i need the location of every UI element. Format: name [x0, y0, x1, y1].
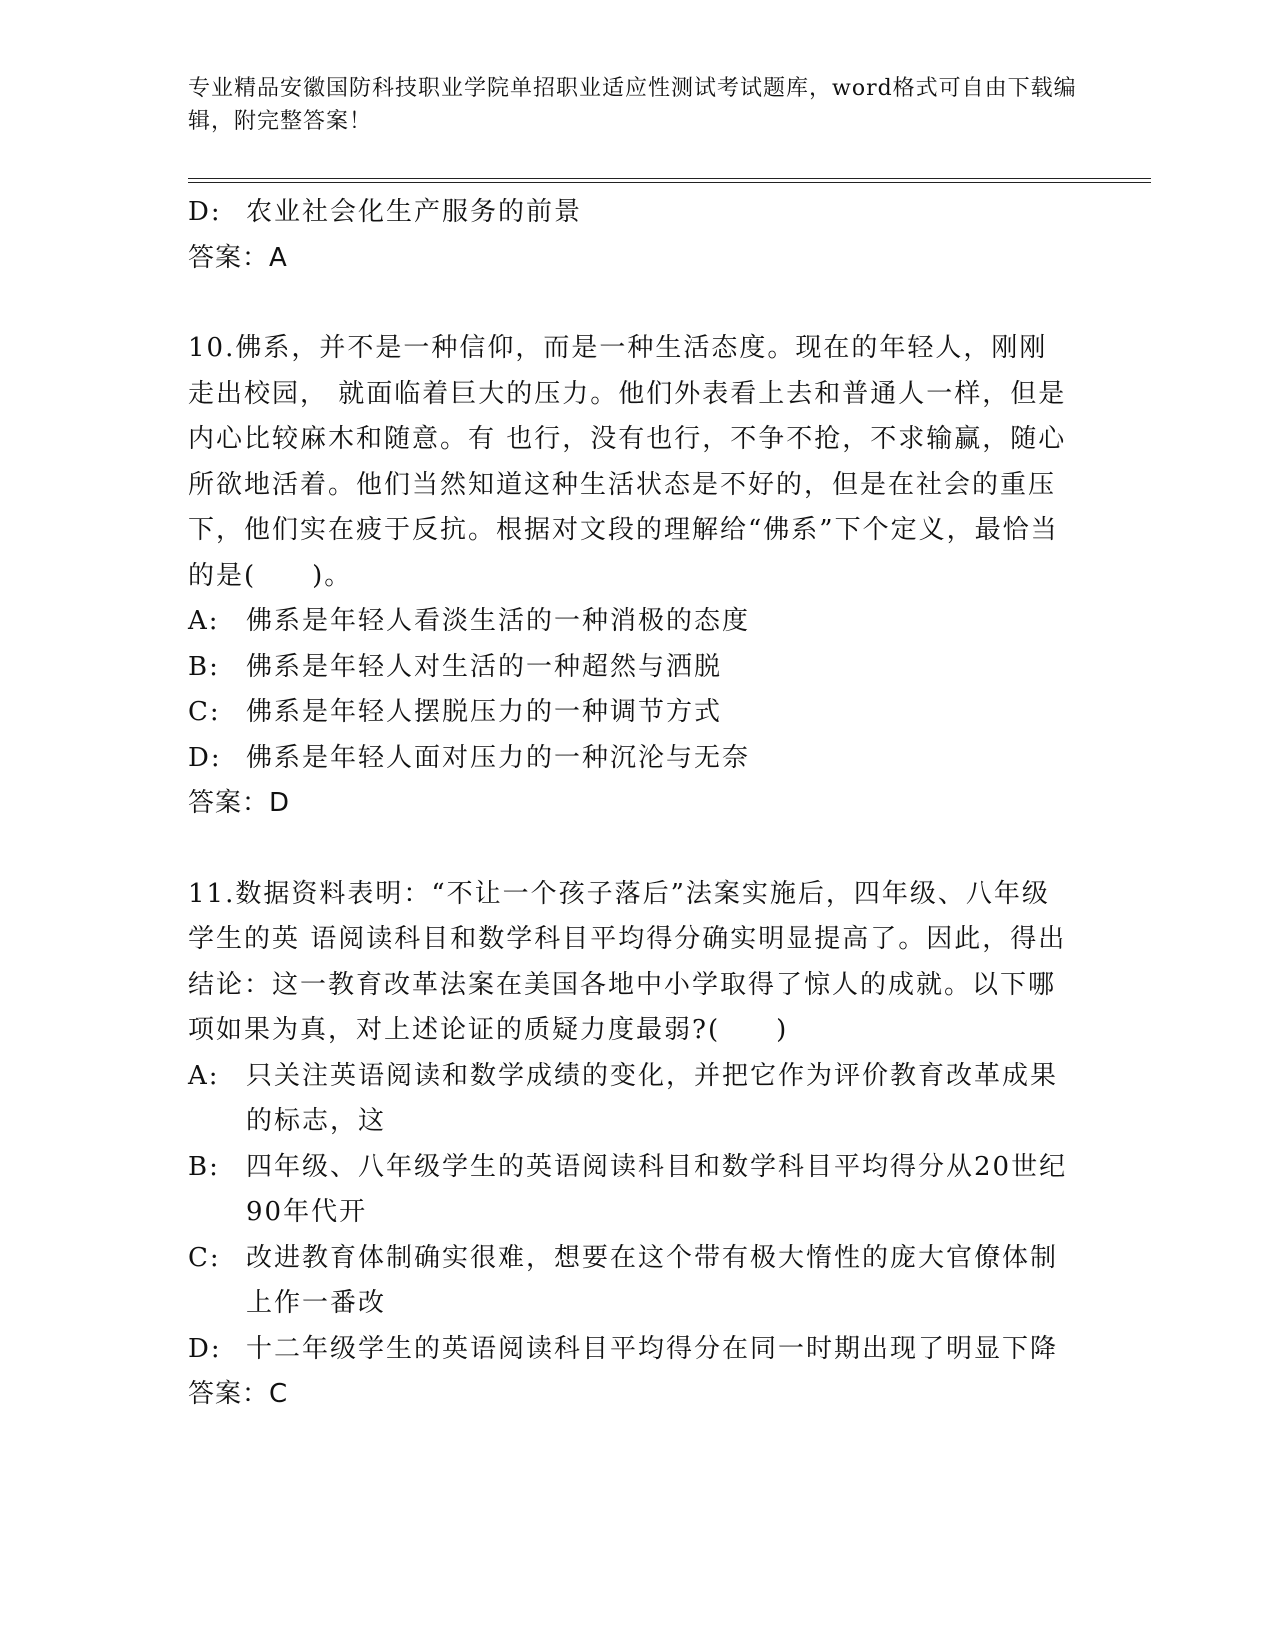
question-10-option-d: [188, 736, 1068, 782]
prev-option-d: [188, 190, 1068, 236]
document-header: [188, 72, 1088, 138]
question-11-option-d: [188, 1327, 1068, 1373]
document-body: [188, 190, 1068, 1418]
option-text: 佛系是年轻人面对压力的一种沉沦与无奈: [246, 742, 751, 773]
spacer: [188, 827, 1068, 872]
option-key: D:: [188, 197, 222, 227]
question-10-answer: 答案：D: [188, 788, 291, 818]
question-11-option-b: [188, 1145, 1068, 1236]
option-text: 只关注英语阅读和数学成绩的变化，并把它作为评价教育改革成果的标志，这: [246, 1060, 1059, 1136]
header-rule-top: [188, 178, 1151, 179]
option-key: C:: [188, 697, 221, 727]
option-text: 佛系是年轻人看淡生活的一种消极的态度: [246, 606, 751, 636]
question-11-option-a: [188, 1054, 1068, 1145]
prev-answer: 答案：A: [188, 242, 288, 273]
question-11-stem: 11.数据资料表明：“不让一个孩子落后”法案实施后，四年级、八年级学生的英 语阅读科目和数学科目平均得分确实明显提高了。因此，得出结论：这一教育改革法案在美国各地中小学取得了惊人的成就。以下哪项如果为真，对上述论证的质疑力度最弱?( ): [188, 878, 1067, 1045]
option-text: 十二年级学生的英语阅读科目平均得分在同一时期出现了明显下降: [246, 1333, 1059, 1364]
question-10-stem: 10.佛系，并不是一种信仰，而是一种生活态度。现在的年轻人，刚刚走出校园， 就面临着巨大的压力。他们外表看上去和普通人一样，但是内心比较麻木和随意。有 也行，没有也行，不争不抢，不求输赢，随心所欲地活着。他们当然知道这种生活状态是不好的，但是在社会的重压下，他们实在疲于反抗。根据对文段的理解给“佛系”下个定义，最恰当的是( )。: [188, 333, 1067, 591]
option-text: 改进教育体制确实很难，想要在这个带有极大惰性的庞大官僚体制上作一番改: [246, 1242, 1059, 1318]
option-key: D:: [188, 1333, 222, 1364]
option-text: 四年级、八年级学生的英语阅读科目和数学科目平均得分从20世纪90年代开: [246, 1151, 1068, 1227]
option-key: A:: [188, 606, 220, 636]
option-text: 佛系是年轻人对生活的一种超然与洒脱: [246, 651, 723, 682]
question-11-answer: 答案：C: [188, 1379, 289, 1409]
option-key: A:: [188, 1060, 220, 1091]
question-10-option-b: [188, 645, 1068, 691]
spacer: [188, 281, 1068, 326]
option-key: D:: [188, 742, 222, 773]
question-10-option-c: [188, 690, 1068, 736]
question-10-option-a: [188, 599, 1068, 645]
option-text: 佛系是年轻人摆脱压力的一种调节方式: [246, 697, 723, 727]
option-key: B:: [188, 651, 220, 682]
option-text: 农业社会化生产服务的前景: [246, 197, 583, 227]
header-rule-bottom: [188, 182, 1151, 183]
header-text: 专业精品安徽国防科技职业学院单招职业适应性测试考试题库，word格式可自由下载编辑，附完整答案！: [188, 76, 1077, 134]
option-key: B:: [188, 1151, 220, 1182]
option-key: C:: [188, 1242, 221, 1273]
question-11-option-c: [188, 1236, 1068, 1327]
